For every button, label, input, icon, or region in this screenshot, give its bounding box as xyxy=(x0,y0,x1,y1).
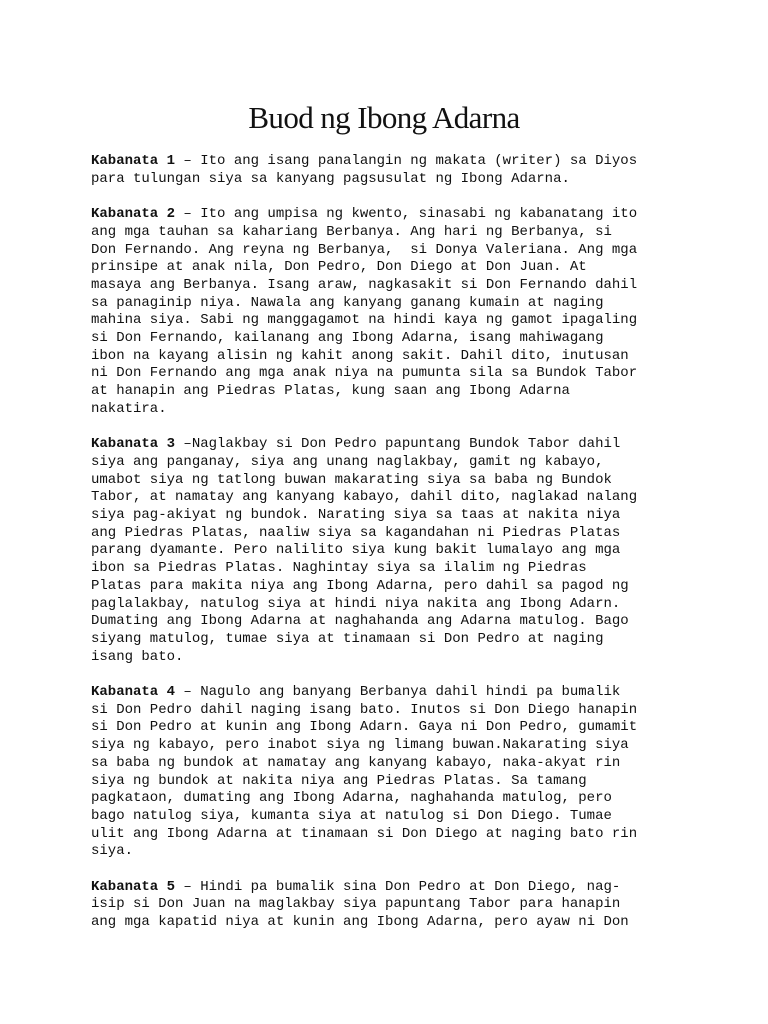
chapter-3-line: siya ang panganay, siya ang unang naglakbay, gamit ng kabayo, xyxy=(91,453,604,470)
chapter-1-first-text: – Ito ang isang panalangin ng makata (writer) sa Diyos xyxy=(175,153,638,169)
chapter-1-paragraph xyxy=(91,153,691,188)
chapter-5-label: Kabanata 5 xyxy=(91,878,176,895)
chapter-4-line: pagkataon, dumating ang Ibong Adarna, naghahanda matulog, pero xyxy=(91,790,612,807)
chapter-5-first-line xyxy=(91,879,691,897)
document-title: Buod ng Ibong Adarna xyxy=(248,100,520,135)
chapter-4-line: ulit ang Ibong Adarna at tinamaan si Don Diego at naging bato rin xyxy=(91,825,638,842)
chapter-4-first-text: – Nagulo ang banyang Berbanya dahil hindi pa bumalik xyxy=(175,684,621,701)
chapter-3-paragraph xyxy=(91,436,691,666)
chapter-4-line: siya ng kabayo, pero inabot siya ng limang buwan.Nakarating siya xyxy=(91,737,629,754)
chapter-2-line: nakatira. xyxy=(91,400,167,417)
chapter-5-line: ang mga kapatid niya at kunin ang Ibong Adarna, pero ayaw ni Don xyxy=(91,914,629,931)
chapter-3-line: ang Piedras Platas, naaliw siya sa kagandahan ni Piedras Platas xyxy=(91,524,621,541)
chapter-4-label: Kabanata 4 xyxy=(91,684,176,701)
chapter-4-line: sa baba ng bundok at namatay ang kanyang kabayo, naka-akyat rin xyxy=(91,754,621,771)
chapter-3-line: isang bato. xyxy=(91,648,184,665)
chapter-3-line: siyang matulog, tumae siya at tinamaan si Don Pedro at naging xyxy=(91,630,604,647)
chapter-5-paragraph xyxy=(91,879,691,932)
chapter-2-line: at hanapin ang Piedras Platas, kung saan ang Ibong Adarna xyxy=(91,383,570,400)
document-body xyxy=(91,153,691,950)
chapter-4-first-line xyxy=(91,684,691,702)
chapter-3-line: paglalakbay, natulog siya at hindi niya nakita ang Ibong Adarn. xyxy=(91,595,621,612)
chapter-3-first-line xyxy=(91,436,691,454)
chapter-2-line: ang mga tauhan sa kahariang Berbanya. Ang hari ng Berbanya, si xyxy=(91,223,612,240)
chapter-2-paragraph xyxy=(91,206,691,418)
chapter-4-paragraph xyxy=(91,684,691,861)
chapter-5-first-text: – Hindi pa bumalik sina Don Pedro at Don Diego, nag- xyxy=(175,878,621,895)
chapter-3-line: ibon sa Piedras Platas. Naghintay siya sa ilalim ng Piedras xyxy=(91,560,587,577)
chapter-2-line: mahina siya. Sabi ng manggagamot na hindi kaya ng gamot ipagaling xyxy=(91,312,638,329)
chapter-3-label: Kabanata 3 xyxy=(91,436,176,453)
chapter-1-line: para tulungan siya sa kanyang pagsusulat ng Ibong Adarna. xyxy=(91,170,570,187)
chapter-4-line: siya ng bundok at nakita niya ang Piedras Platas. Sa tamang xyxy=(91,772,587,789)
chapter-2-line: Don Fernando. Ang reyna ng Berbanya, si Donya Valeriana. Ang mga xyxy=(91,241,638,258)
chapter-2-line: ni Don Fernando ang mga anak niya na pumunta sila sa Bundok Tabor xyxy=(91,365,638,382)
chapter-4-line: si Don Pedro at kunin ang Ibong Adarn. Gaya ni Don Pedro, gumamit xyxy=(91,719,638,736)
chapter-2-first-text: – Ito ang umpisa ng kwento, sinasabi ng kabanatang ito xyxy=(175,206,638,223)
chapter-4-line: bago natulog siya, kumanta siya at natulog si Don Diego. Tumae xyxy=(91,807,612,824)
chapter-2-line: sa panaginip niya. Nawala ang kanyang ganang kumain at naging xyxy=(91,294,604,311)
chapter-1-label: Kabanata 1 xyxy=(91,153,176,169)
chapter-2-label: Kabanata 2 xyxy=(91,206,176,223)
chapter-2-line: masaya ang Berbanya. Isang araw, nagkasakit si Don Fernando dahil xyxy=(91,276,638,293)
chapter-3-first-text: –Naglakbay si Don Pedro papuntang Bundok Tabor dahil xyxy=(175,436,621,453)
chapter-3-line: parang dyamante. Pero nalilito siya kung bakit lumalayo ang mga xyxy=(91,542,621,559)
chapter-2-first-line xyxy=(91,206,691,224)
chapter-4-line: si Don Pedro dahil naging isang bato. Inutos si Don Diego hanapin xyxy=(91,701,638,718)
chapter-3-line: umabot siya ng tatlong buwan makarating siya sa baba ng Bundok xyxy=(91,471,612,488)
chapter-3-line: siya pag-akiyat ng bundok. Narating siya sa taas at nakita niya xyxy=(91,507,621,524)
chapter-5-line: isip si Don Juan na maglakbay siya papuntang Tabor para hanapin xyxy=(91,896,621,913)
chapter-1-first-line xyxy=(91,153,691,171)
chapter-2-line: si Don Fernando, kailanang ang Ibong Adarna, isang mahiwagang xyxy=(91,330,604,347)
chapter-2-line: ibon na kayang alisin ng kahit anong sakit. Dahil dito, inutusan xyxy=(91,347,629,364)
chapter-2-line: prinsipe at anak nila, Don Pedro, Don Diego at Don Juan. At xyxy=(91,259,587,276)
chapter-4-line: siya. xyxy=(91,843,134,860)
chapter-3-line: Dumating ang Ibong Adarna at naghahanda ang Adarna matulog. Bago xyxy=(91,613,629,630)
chapter-3-line: Platas para makita niya ang Ibong Adarna, pero dahil sa pagod ng xyxy=(91,577,629,594)
chapter-3-line: Tabor, at namatay ang kanyang kabayo, dahil dito, naglakad nalang xyxy=(91,489,638,506)
